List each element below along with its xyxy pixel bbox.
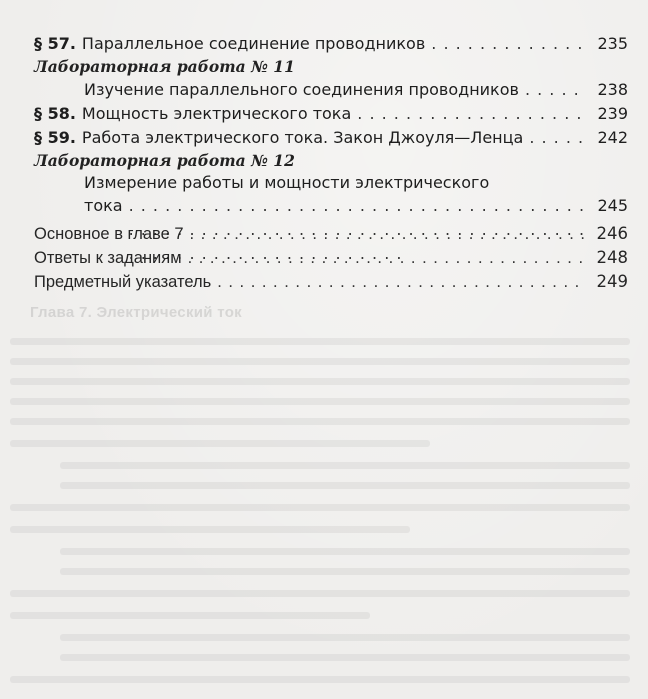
section-title: Параллельное соединение проводников <box>81 34 426 53</box>
toc-entry-answers[interactable] <box>34 246 628 270</box>
section-number: § 59. <box>34 128 76 147</box>
toc-entry-section-59[interactable] <box>34 126 628 150</box>
toc-entry-section-57[interactable] <box>34 32 628 56</box>
dot-leader <box>190 222 584 246</box>
page-number: 246 <box>596 224 628 243</box>
toc-entry-lab-12[interactable] <box>34 172 628 218</box>
section-title: Мощность электрического тока <box>81 104 352 123</box>
lab-heading-11: Лабораторная работа № 11 <box>34 57 295 76</box>
table-of-contents <box>34 32 628 294</box>
lab-title: Изучение параллельного соединения проводников <box>84 80 519 99</box>
dot-leader <box>431 32 584 56</box>
page-number: 242 <box>597 128 628 147</box>
page-number: 245 <box>597 196 628 215</box>
page-number: 235 <box>597 34 628 53</box>
dot-leader <box>525 78 584 102</box>
dot-leader <box>217 270 584 294</box>
summary-title: Ответы к заданиям <box>34 249 182 267</box>
dot-leader <box>357 102 584 126</box>
lab-title-line-2: тока <box>84 196 123 215</box>
page-number: 238 <box>597 80 628 99</box>
section-number: § 58. <box>34 104 76 123</box>
summary-title: Основное в главе 7 <box>34 225 184 243</box>
toc-entry-subject-index[interactable] <box>34 270 628 294</box>
toc-entry-lab-11[interactable] <box>34 78 628 102</box>
ghost-chapter-heading: Глава 7. Электрический ток <box>30 304 242 321</box>
page-number: 249 <box>596 272 628 291</box>
page-number: 248 <box>596 248 628 267</box>
lab-title-line-1: Измерение работы и мощности электрического <box>84 173 490 192</box>
section-number: § 57. <box>34 34 76 53</box>
page-number: 239 <box>597 104 628 123</box>
lab-heading-12: Лабораторная работа № 12 <box>34 151 295 170</box>
toc-entry-section-58[interactable] <box>34 102 628 126</box>
dot-leader <box>188 246 584 270</box>
toc-entry-chapter-summary[interactable] <box>34 222 628 246</box>
summary-title: Предметный указатель <box>34 273 212 291</box>
dot-leader <box>529 126 584 150</box>
section-title: Работа электрического тока. Закон Джоуля—Ленца <box>81 128 524 147</box>
